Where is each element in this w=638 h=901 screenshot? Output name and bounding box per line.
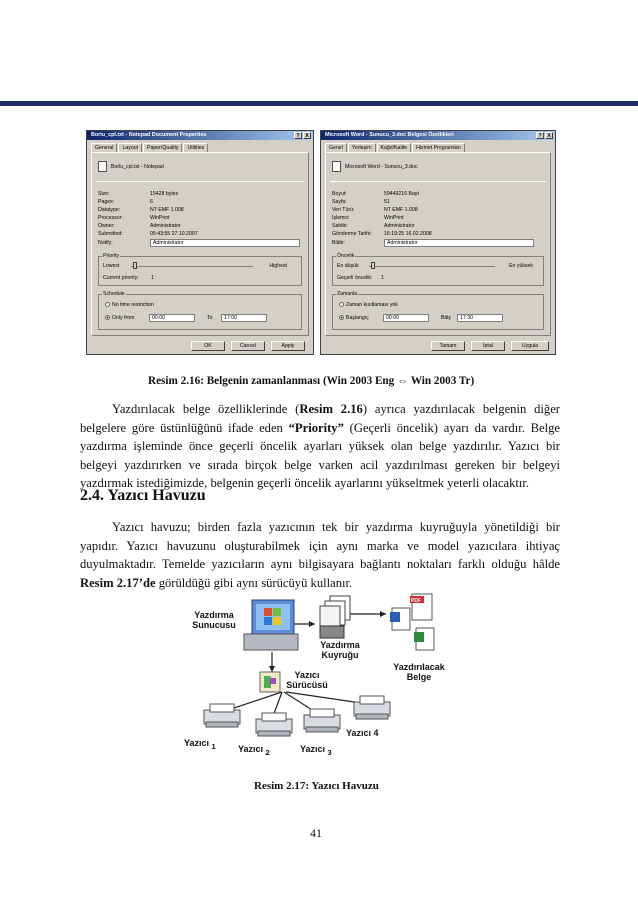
printer-1-label <box>184 738 216 752</box>
body-paragraph <box>80 400 560 493</box>
pdf-badge-text: PDF <box>411 598 421 604</box>
prop-value: 16:19:25 16.02.2008 <box>384 231 432 237</box>
prop-label: İşlemci: <box>332 215 350 221</box>
printer-label: Yazıcı <box>300 744 326 754</box>
prop-label: Pages: <box>98 199 115 205</box>
to-time-field[interactable]: 17:30 <box>457 314 503 322</box>
document-icon <box>332 161 341 172</box>
prop-label: Veri Türü: <box>332 207 355 213</box>
tab-yerlesim[interactable]: Yerleşim <box>348 143 376 152</box>
prop-value: Administrator <box>384 223 415 229</box>
only-from-radio[interactable] <box>105 315 110 320</box>
from-time-field[interactable]: 00:00 <box>383 314 429 322</box>
help-button[interactable]: ? <box>536 132 544 139</box>
paragraph-bold: Resim 2.16 <box>299 402 363 416</box>
figure-caption: Resim 2.17: Yazıcı Havuzu <box>254 780 379 792</box>
priority-slider-thumb[interactable] <box>133 262 137 269</box>
paragraph-text: Yazdırılacak belge özelliklerinde ( <box>112 402 300 416</box>
priority-low-label: Lowest <box>103 263 120 269</box>
prop-value: NT EMF 1.008 <box>150 207 184 213</box>
prop-value: 15428 bytes <box>150 191 179 197</box>
prop-value: Administrator <box>150 223 181 229</box>
prop-label: Size: <box>98 191 110 197</box>
only-from-label: Başlangıç <box>346 315 369 321</box>
printer-label: Yazıcı <box>346 728 372 738</box>
printer-number: 2 <box>265 747 270 757</box>
notify-field[interactable]: Administrator <box>150 239 300 247</box>
priority-group <box>332 253 544 286</box>
cancel-button[interactable]: İptal <box>471 341 505 351</box>
notify-field[interactable]: Administrator <box>384 239 534 247</box>
apply-button[interactable]: Uygula <box>511 341 549 351</box>
driver-label: Yazıcı Sürücüsü <box>286 670 328 690</box>
divider <box>96 181 304 182</box>
priority-slider-thumb[interactable] <box>371 262 375 269</box>
print-queue-icon <box>320 596 350 638</box>
help-button[interactable]: ? <box>294 132 302 139</box>
paragraph-text: (Geçerli öncelik) ayarı da vardır. Belge yazdırma işleminde önce geçerli öncelik ayarları yüksek olan belge yazdırılır. Yazıcı bir belgeyi yazdırırken ve sırada birçok belge varken acil yazdırılması gereken bir belgeyi yazdırmak istediğimizde, belgenin geçerli öncelik ayarlarını yükseltmek yeterli olacaktır. <box>80 420 561 490</box>
documents-icon <box>390 594 434 650</box>
current-priority-value: 1 <box>151 275 154 281</box>
schedule-group <box>98 291 302 330</box>
current-priority-value: 1 <box>381 275 384 281</box>
current-priority-label: Geçerli öncelik: <box>337 275 373 281</box>
ok-button[interactable]: Tamam <box>431 341 465 351</box>
to-label: To <box>207 315 213 321</box>
driver-icon <box>260 672 280 692</box>
ok-button[interactable]: OK <box>191 341 225 351</box>
no-restriction-radio[interactable] <box>105 302 110 307</box>
schedule-group-title: Schedule <box>103 291 125 297</box>
tab-paper-quality[interactable]: Paper/Quality <box>143 143 182 152</box>
cancel-button[interactable]: Cancel <box>231 341 265 351</box>
prop-label: Processor: <box>98 215 123 221</box>
prop-label: Submitted: <box>98 231 123 237</box>
prop-value: WinPrint <box>384 215 404 221</box>
dialog-titlebar[interactable] <box>321 131 555 140</box>
priority-slider[interactable] <box>369 266 495 267</box>
header-rule <box>0 101 638 106</box>
document-properties-dialog-en <box>86 130 314 355</box>
prop-value: 59449216 Bayt <box>384 191 419 197</box>
page-number: 41 <box>310 826 322 840</box>
dialog-title: Microsoft Word - Sunucu_3.doc Belgesi Özellikleri <box>325 132 454 138</box>
priority-high-label: Highest <box>269 263 287 269</box>
tab-utilities[interactable]: Utilities <box>183 143 208 152</box>
tab-genel[interactable]: Genel <box>325 143 347 152</box>
dialog-title: Borlu_cpl.txt - Notepad Document Properties <box>91 132 207 138</box>
to-label: Bitiş <box>441 315 451 321</box>
no-restriction-radio[interactable] <box>339 302 344 307</box>
priority-low-label: En düşük <box>337 263 359 269</box>
paragraph-text: görüldüğü gibi aynı sürücüyü kullanır. <box>155 575 353 590</box>
paragraph-bold: Resim 2.17’de <box>80 575 156 590</box>
paragraph-text: ) ayrıca yazdırılacak belgenin diğer belgelere göre üstünlüğünü ifade eden <box>80 402 561 435</box>
printer-pool-diagram <box>180 592 458 767</box>
tab-layout[interactable]: Layout <box>118 143 142 152</box>
to-time-field[interactable]: 17:00 <box>221 314 267 322</box>
current-priority-label: Current priority: <box>103 275 139 281</box>
dialog-titlebar[interactable] <box>87 131 313 140</box>
apply-button[interactable]: Apply <box>271 341 305 351</box>
prop-value: 6 <box>150 199 153 205</box>
server-computer-icon <box>244 600 298 650</box>
tab-general[interactable]: General <box>91 143 117 152</box>
figure-caption: Resim 2.16: Belgenin zamanlanması (Win 2003 Eng ⇔ Win 2003 Tr) <box>148 375 475 387</box>
notify-label: Notify: <box>98 240 113 246</box>
priority-slider[interactable] <box>131 266 253 267</box>
tab-panel <box>325 152 551 336</box>
printer-label: Yazıcı <box>238 744 264 754</box>
tab-hizmet-programlari[interactable]: Hizmet Programları <box>412 143 465 152</box>
paragraph-text: Yazıcı havuzu; birden fazla yazıcının tek bir yazdırma kuyruğuyla yönetildiği bir yapıdır. Yazıcı havuzunu oluşturabilmek için aynı marka ve model yazıcılara ihtiyaç duyulmaktadır. Temelde yazıcıların aynı bilgisayara bağlantı noktaları farklı olduğu hâlde <box>80 520 560 571</box>
divider <box>330 181 546 182</box>
priority-group-title: Priority <box>103 253 120 259</box>
printer-4-label <box>346 728 379 738</box>
no-restriction-label: Zaman kısıtlaması yok <box>346 302 398 308</box>
printer-number: 1 <box>211 741 216 751</box>
queue-label: Yazdırma Kuyruğu <box>320 640 360 660</box>
prop-label: Sayfa: <box>332 199 347 205</box>
document-properties-dialog-tr <box>320 130 556 355</box>
priority-group-title: Öncelik <box>337 253 355 259</box>
document-icon <box>98 161 107 172</box>
close-button[interactable]: X <box>303 132 311 139</box>
tab-panel <box>91 152 309 336</box>
printer-2-label <box>238 744 270 758</box>
only-from-label: Only from <box>112 315 135 321</box>
document-name: Microsoft Word - Sunucu_3.doc <box>345 163 418 170</box>
from-time-field[interactable]: 00:00 <box>149 314 195 322</box>
prop-value: WinPrint <box>150 215 170 221</box>
prop-value: 51 <box>384 199 390 205</box>
body-paragraph <box>80 518 560 592</box>
paragraph-bold: “Priority” <box>288 420 344 435</box>
priority-high-label: En yüksek <box>509 263 533 269</box>
document-label: Yazdırılacak Belge <box>393 662 445 682</box>
prop-label: Sahibi: <box>332 223 348 229</box>
tab-kagit-kalite[interactable]: Kağıt/Kalite <box>377 143 412 152</box>
printer-label: Yazıcı <box>184 738 210 748</box>
prop-label: Boyut: <box>332 191 347 197</box>
server-label: Yazdırma Sunucusu <box>192 610 236 630</box>
section-heading: 2.4. Yazıcı Havuzu <box>80 487 206 504</box>
printer-number: 4 <box>373 728 379 738</box>
prop-label: Datatype: <box>98 207 121 213</box>
priority-group <box>98 253 302 286</box>
prop-value: NT EMF 1.008 <box>384 207 418 213</box>
only-from-radio[interactable] <box>339 315 344 320</box>
close-button[interactable]: X <box>545 132 553 139</box>
prop-label: Gönderme Tarihi: <box>332 231 372 237</box>
prop-label: Owner: <box>98 223 115 229</box>
printer-number: 3 <box>327 747 332 757</box>
printer-3-label <box>300 744 332 758</box>
schedule-group <box>332 291 544 330</box>
notify-label: Bildir: <box>332 240 345 246</box>
prop-value: 05:43:55 27.10.2007 <box>150 231 198 237</box>
document-name: Borlu_cpl.txt - Notepad <box>111 163 164 170</box>
schedule-group-title: Zamanla <box>337 291 358 297</box>
no-restriction-label: No time restriction <box>112 302 154 308</box>
